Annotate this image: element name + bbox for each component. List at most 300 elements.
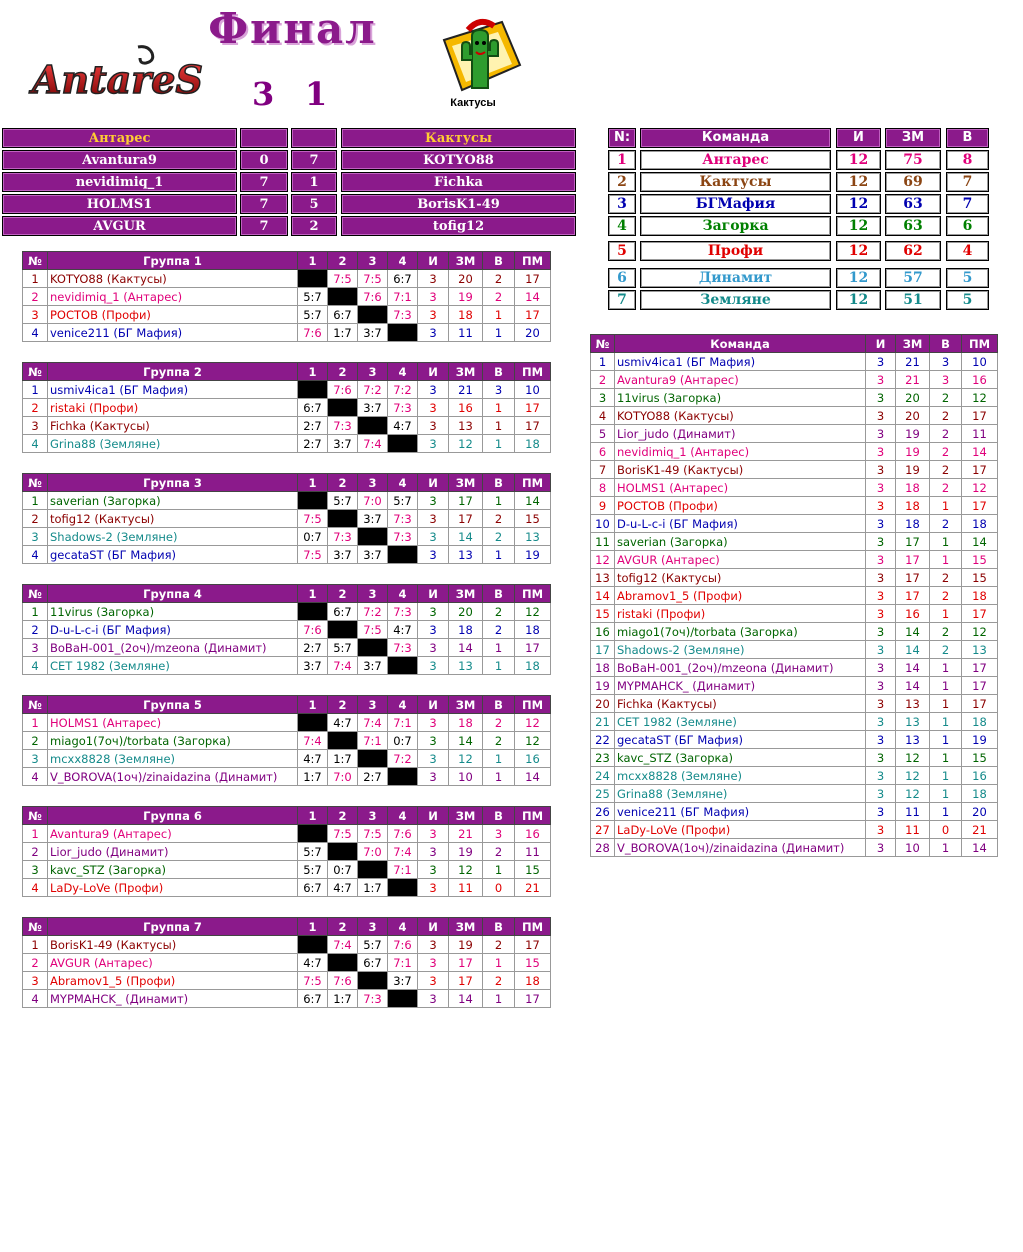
group-row [23, 435, 551, 453]
group-header-c3: 3 [358, 585, 388, 603]
group-result-cell: 3:7 [298, 657, 328, 675]
group-cell-self [358, 972, 388, 990]
ranking-player-name: Avantura9 (Антарес) [615, 371, 866, 389]
group-result-cell: 5:7 [298, 288, 328, 306]
group-result-cell: 7:4 [358, 714, 388, 732]
group-row-num: 2 [23, 843, 48, 861]
ranking-stat-v: 1 [930, 749, 962, 767]
ranking-stat-v: 1 [930, 659, 962, 677]
group-header-c2: 2 [328, 252, 358, 270]
score-right: 1 [305, 75, 328, 113]
match-player-right: Fichka [341, 172, 576, 192]
ranking-player-name: V_BOROVA(1оч)/zinaidazina (Динамит) [615, 839, 866, 857]
standings-cell-zm: 51 [885, 290, 941, 310]
group-stat-i: 3 [418, 306, 449, 324]
group-stat-zm: 21 [449, 825, 483, 843]
group-result-cell: 3:7 [358, 657, 388, 675]
group-stat-zm: 18 [449, 306, 483, 324]
ranking-num: 4 [591, 407, 615, 425]
group-result-cell: 7:5 [328, 270, 358, 288]
ranking-row [591, 803, 998, 821]
ranking-row [591, 713, 998, 731]
standings-cell-zm: 75 [885, 150, 941, 170]
group-cell-self [298, 381, 328, 399]
group-header-i: И [418, 585, 449, 603]
ranking-stat-zm: 11 [896, 803, 930, 821]
ranking-num: 21 [591, 713, 615, 731]
group-stat-i: 3 [418, 417, 449, 435]
group-stat-i: 3 [418, 861, 449, 879]
ranking-player-name: BoBaH-001_(2оч)/mzeona (Динамит) [615, 659, 866, 677]
group-table [22, 584, 551, 675]
ranking-stat-pm: 17 [962, 461, 998, 479]
group-row-num: 3 [23, 417, 48, 435]
group-player-name: CET 1982 (Земляне) [48, 657, 298, 675]
group-stat-v: 1 [483, 399, 515, 417]
group-cell-self [298, 825, 328, 843]
group-player-name: MYPMAHCK_ (Динамит) [48, 990, 298, 1008]
group-stat-v: 3 [483, 381, 515, 399]
group-stat-pm: 17 [515, 639, 551, 657]
ranking-stat-pm: 19 [962, 731, 998, 749]
group-header-zm: ЗМ [449, 696, 483, 714]
group-stat-pm: 18 [515, 621, 551, 639]
group-row-num: 1 [23, 714, 48, 732]
group-stat-pm: 11 [515, 843, 551, 861]
ranking-stat-pm: 13 [962, 641, 998, 659]
ranking-stat-pm: 17 [962, 695, 998, 713]
group-stat-v: 1 [483, 990, 515, 1008]
group-stat-v: 1 [483, 954, 515, 972]
ranking-row [591, 677, 998, 695]
ranking-stat-v: 1 [930, 533, 962, 551]
group-header-c3: 3 [358, 696, 388, 714]
group-result-cell: 7:1 [388, 288, 418, 306]
group-stat-zm: 10 [449, 768, 483, 786]
standings-cell-team: Профи [640, 241, 831, 261]
ranking-player-name: Lior_judo (Динамит) [615, 425, 866, 443]
group-row-num: 1 [23, 492, 48, 510]
match-player-left: AVGUR [2, 216, 237, 236]
ranking-row [591, 389, 998, 407]
group-title: Группа 5 [48, 696, 298, 714]
standings-cell-zm: 69 [885, 172, 941, 192]
group-header-num: № [23, 252, 48, 270]
group-stat-i: 3 [418, 324, 449, 342]
ranking-stat-zm: 12 [896, 785, 930, 803]
ranking-num: 25 [591, 785, 615, 803]
standings-cell-i: 12 [836, 268, 881, 288]
group-header-v: В [483, 585, 515, 603]
group-result-cell: 7:4 [358, 435, 388, 453]
group-header-c2: 2 [328, 363, 358, 381]
standings-cell-n: 3 [608, 194, 636, 214]
group-title: Группа 2 [48, 363, 298, 381]
ranking-stat-i: 3 [866, 713, 896, 731]
group-stat-i: 3 [418, 381, 449, 399]
ranking-row [591, 605, 998, 623]
ranking-row [591, 497, 998, 515]
group-result-cell: 7:6 [388, 936, 418, 954]
group-result-cell: 7:6 [328, 381, 358, 399]
group-stat-zm: 13 [449, 417, 483, 435]
group-result-cell: 5:7 [388, 492, 418, 510]
group-result-cell: 7:5 [358, 270, 388, 288]
group-row [23, 843, 551, 861]
group-result-cell: 5:7 [298, 861, 328, 879]
group-stat-v: 2 [483, 714, 515, 732]
group-header-v: В [483, 918, 515, 936]
ranking-stat-v: 2 [930, 479, 962, 497]
group-header-row [23, 363, 551, 381]
ranking-stat-i: 3 [866, 767, 896, 785]
group-cell-self [388, 546, 418, 564]
ranking-player-name: venice211 (БГ Мафия) [615, 803, 866, 821]
group-player-name: AVGUR (Антарес) [48, 954, 298, 972]
group-stat-pm: 17 [515, 306, 551, 324]
group-stat-zm: 13 [449, 657, 483, 675]
group-result-cell: 7:4 [328, 657, 358, 675]
group-row [23, 528, 551, 546]
group-player-name: Fichka (Кактусы) [48, 417, 298, 435]
ranking-stat-v: 1 [930, 803, 962, 821]
ranking-row [591, 443, 998, 461]
group-player-name: V_BOROVA(1оч)/zinaidazina (Динамит) [48, 768, 298, 786]
group-stat-i: 3 [418, 843, 449, 861]
group-row [23, 306, 551, 324]
group-header-c1: 1 [298, 696, 328, 714]
group-row [23, 714, 551, 732]
ranking-num: 23 [591, 749, 615, 767]
individual-ranking-table [590, 334, 998, 857]
standings-cell-i: 12 [836, 241, 881, 261]
ranking-stat-zm: 17 [896, 569, 930, 587]
group-header-c1: 1 [298, 363, 328, 381]
ranking-stat-v: 2 [930, 515, 962, 533]
group-stat-zm: 17 [449, 510, 483, 528]
ranking-stat-pm: 17 [962, 497, 998, 515]
ranking-stat-i: 3 [866, 407, 896, 425]
ranking-player-name: usmiv4ica1 (БГ Мафия) [615, 353, 866, 371]
ranking-stat-i: 3 [866, 821, 896, 839]
ranking-stat-v: 1 [930, 731, 962, 749]
group-header-pm: ПМ [515, 807, 551, 825]
group-title: Группа 7 [48, 918, 298, 936]
group-stat-pm: 15 [515, 861, 551, 879]
ranking-stat-i: 3 [866, 623, 896, 641]
group-stat-v: 2 [483, 270, 515, 288]
ranking-header-pm: ПМ [962, 335, 998, 353]
group-header-i: И [418, 474, 449, 492]
ranking-player-name: KOTYO88 (Кактусы) [615, 407, 866, 425]
ranking-num: 12 [591, 551, 615, 569]
group-stat-i: 3 [418, 435, 449, 453]
ranking-stat-zm: 13 [896, 713, 930, 731]
group-result-cell: 3:7 [328, 546, 358, 564]
ranking-stat-i: 3 [866, 371, 896, 389]
group-cell-self [328, 732, 358, 750]
group-result-cell: 6:7 [328, 306, 358, 324]
ranking-stat-v: 2 [930, 389, 962, 407]
group-result-cell: 7:4 [388, 843, 418, 861]
match-player-left: Avantura9 [2, 150, 237, 170]
group-stat-zm: 11 [449, 879, 483, 897]
ranking-stat-pm: 11 [962, 425, 998, 443]
group-header-c4: 4 [388, 585, 418, 603]
group-stat-zm: 13 [449, 546, 483, 564]
group-row [23, 417, 551, 435]
group-result-cell: 0:7 [388, 732, 418, 750]
ranking-stat-pm: 21 [962, 821, 998, 839]
group-header-zm: ЗМ [449, 585, 483, 603]
group-cell-self [298, 492, 328, 510]
ranking-player-name: BorisK1-49 (Кактусы) [615, 461, 866, 479]
group-row [23, 546, 551, 564]
group-header-c1: 1 [298, 585, 328, 603]
group-result-cell: 4:7 [298, 954, 328, 972]
group-header-num: № [23, 363, 48, 381]
group-row [23, 510, 551, 528]
group-stat-i: 3 [418, 714, 449, 732]
group-player-name: Lior_judo (Динамит) [48, 843, 298, 861]
group-stat-zm: 19 [449, 288, 483, 306]
ranking-stat-i: 3 [866, 695, 896, 713]
ranking-num: 16 [591, 623, 615, 641]
ranking-stat-i: 3 [866, 839, 896, 857]
group-header-c4: 4 [388, 252, 418, 270]
group-header-v: В [483, 363, 515, 381]
group-stat-pm: 12 [515, 732, 551, 750]
group-row [23, 621, 551, 639]
ranking-stat-pm: 18 [962, 515, 998, 533]
group-stat-i: 3 [418, 492, 449, 510]
group-stat-pm: 17 [515, 270, 551, 288]
group-player-name: tofig12 (Кактусы) [48, 510, 298, 528]
group-result-cell: 7:3 [388, 306, 418, 324]
group-stat-v: 2 [483, 510, 515, 528]
group-cell-self [358, 639, 388, 657]
group-result-cell: 1:7 [298, 768, 328, 786]
group-header-c4: 4 [388, 474, 418, 492]
group-header-c3: 3 [358, 252, 388, 270]
group-stat-i: 3 [418, 288, 449, 306]
ranking-stat-v: 2 [930, 443, 962, 461]
standings-cell-team: БГМафия [640, 194, 831, 214]
ranking-stat-pm: 17 [962, 659, 998, 677]
ranking-header-v: В [930, 335, 962, 353]
group-result-cell: 3:7 [388, 972, 418, 990]
group-cell-self [358, 528, 388, 546]
ranking-row [591, 839, 998, 857]
group-result-cell: 4:7 [388, 621, 418, 639]
group-stat-v: 1 [483, 639, 515, 657]
group-stat-v: 2 [483, 843, 515, 861]
group-header-i: И [418, 696, 449, 714]
ranking-num: 1 [591, 353, 615, 371]
ranking-player-name: kavc_STZ (Загорка) [615, 749, 866, 767]
group-result-cell: 7:1 [388, 714, 418, 732]
group-cell-self [358, 861, 388, 879]
match-score-right: 1 [291, 172, 337, 192]
group-stat-i: 3 [418, 732, 449, 750]
group-row [23, 399, 551, 417]
ranking-stat-pm: 17 [962, 407, 998, 425]
group-result-cell: 7:5 [358, 621, 388, 639]
group-stat-i: 3 [418, 399, 449, 417]
group-result-cell: 7:6 [328, 972, 358, 990]
group-row [23, 954, 551, 972]
match-player-right: tofig12 [341, 216, 576, 236]
standings-cell-zm: 57 [885, 268, 941, 288]
ranking-player-name: D-u-L-c-i (БГ Мафия) [615, 515, 866, 533]
group-result-cell: 6:7 [298, 399, 328, 417]
group-row-num: 4 [23, 879, 48, 897]
group-stat-i: 3 [418, 954, 449, 972]
group-row [23, 732, 551, 750]
ranking-header-num: № [591, 335, 615, 353]
group-result-cell: 7:3 [388, 639, 418, 657]
group-row [23, 603, 551, 621]
ranking-stat-zm: 17 [896, 551, 930, 569]
group-result-cell: 7:5 [298, 546, 328, 564]
group-result-cell: 7:0 [358, 843, 388, 861]
ranking-player-name: miago1(7оч)/torbata (Загорка) [615, 623, 866, 641]
group-stat-zm: 17 [449, 492, 483, 510]
group-header-row [23, 585, 551, 603]
ranking-stat-v: 1 [930, 551, 962, 569]
group-stat-pm: 13 [515, 528, 551, 546]
ranking-player-name: Abramov1_5 (Профи) [615, 587, 866, 605]
standings-cell-v: 4 [946, 241, 989, 261]
group-result-cell: 7:2 [388, 750, 418, 768]
match-header-score-right [291, 128, 337, 148]
ranking-row [591, 749, 998, 767]
group-stat-v: 2 [483, 732, 515, 750]
group-player-name: BorisK1-49 (Кактусы) [48, 936, 298, 954]
ranking-stat-v: 1 [930, 839, 962, 857]
group-result-cell: 7:0 [328, 768, 358, 786]
match-header-score-left [240, 128, 288, 148]
group-result-cell: 7:5 [328, 825, 358, 843]
group-stat-v: 3 [483, 825, 515, 843]
group-row-num: 2 [23, 510, 48, 528]
group-result-cell: 7:3 [328, 417, 358, 435]
group-stat-pm: 10 [515, 381, 551, 399]
group-stat-zm: 14 [449, 990, 483, 1008]
group-cell-self [358, 750, 388, 768]
group-row-num: 4 [23, 324, 48, 342]
group-result-cell: 7:1 [388, 954, 418, 972]
match-score-left: 7 [240, 172, 288, 192]
group-row [23, 768, 551, 786]
ranking-player-name: ristaki (Профи) [615, 605, 866, 623]
ranking-stat-pm: 12 [962, 623, 998, 641]
group-stat-zm: 11 [449, 324, 483, 342]
group-header-zm: ЗМ [449, 363, 483, 381]
group-stat-v: 1 [483, 492, 515, 510]
ranking-stat-i: 3 [866, 785, 896, 803]
group-result-cell: 4:7 [388, 417, 418, 435]
group-player-name: KOTYO88 (Кактусы) [48, 270, 298, 288]
group-row [23, 288, 551, 306]
standings-cell-i: 12 [836, 172, 881, 192]
group-result-cell: 0:7 [298, 528, 328, 546]
group-result-cell: 6:7 [388, 270, 418, 288]
group-stat-v: 1 [483, 546, 515, 564]
score-left: 3 [252, 75, 275, 113]
group-stat-pm: 21 [515, 879, 551, 897]
ranking-stat-v: 1 [930, 677, 962, 695]
group-row-num: 3 [23, 750, 48, 768]
group-result-cell: 1:7 [358, 879, 388, 897]
group-header-num: № [23, 474, 48, 492]
group-header-c4: 4 [388, 807, 418, 825]
ranking-stat-i: 3 [866, 353, 896, 371]
group-stat-pm: 17 [515, 990, 551, 1008]
group-header-row [23, 696, 551, 714]
group-stat-pm: 17 [515, 936, 551, 954]
ranking-player-name: Shadows-2 (Земляне) [615, 641, 866, 659]
group-result-cell: 3:7 [358, 399, 388, 417]
ranking-stat-i: 3 [866, 479, 896, 497]
ranking-stat-i: 3 [866, 587, 896, 605]
group-result-cell: 5:7 [298, 843, 328, 861]
group-cell-self [328, 399, 358, 417]
ranking-num: 22 [591, 731, 615, 749]
ranking-stat-i: 3 [866, 389, 896, 407]
group-result-cell: 2:7 [298, 435, 328, 453]
ranking-stat-pm: 16 [962, 371, 998, 389]
ranking-player-name: CET 1982 (Земляне) [615, 713, 866, 731]
ranking-player-name: Grina88 (Земляне) [615, 785, 866, 803]
group-stat-v: 1 [483, 657, 515, 675]
group-stat-v: 0 [483, 879, 515, 897]
group-result-cell: 5:7 [328, 639, 358, 657]
standings-header-v: В [946, 128, 989, 148]
group-stat-pm: 12 [515, 714, 551, 732]
group-stat-i: 3 [418, 990, 449, 1008]
group-stat-i: 3 [418, 657, 449, 675]
group-header-c1: 1 [298, 474, 328, 492]
ranking-row [591, 551, 998, 569]
group-result-cell: 7:2 [358, 603, 388, 621]
group-header-c1: 1 [298, 252, 328, 270]
ranking-stat-i: 3 [866, 461, 896, 479]
standings-cell-v: 7 [946, 172, 989, 192]
standings-cell-team: Антарес [640, 150, 831, 170]
group-stat-pm: 16 [515, 825, 551, 843]
ranking-stat-v: 2 [930, 407, 962, 425]
group-stat-i: 3 [418, 639, 449, 657]
group-row [23, 972, 551, 990]
group-player-name: venice211 (БГ Мафия) [48, 324, 298, 342]
group-stat-v: 2 [483, 972, 515, 990]
ranking-num: 10 [591, 515, 615, 533]
ranking-stat-pm: 15 [962, 749, 998, 767]
group-stat-pm: 12 [515, 603, 551, 621]
group-stat-zm: 18 [449, 714, 483, 732]
group-stat-pm: 14 [515, 288, 551, 306]
group-result-cell: 7:2 [388, 381, 418, 399]
standings-header-zm: ЗМ [885, 128, 941, 148]
group-row [23, 639, 551, 657]
group-result-cell: 7:5 [298, 972, 328, 990]
group-title: Группа 6 [48, 807, 298, 825]
ranking-player-name: gecataST (БГ Мафия) [615, 731, 866, 749]
ranking-stat-zm: 21 [896, 371, 930, 389]
ranking-stat-i: 3 [866, 533, 896, 551]
standings-cell-v: 5 [946, 268, 989, 288]
